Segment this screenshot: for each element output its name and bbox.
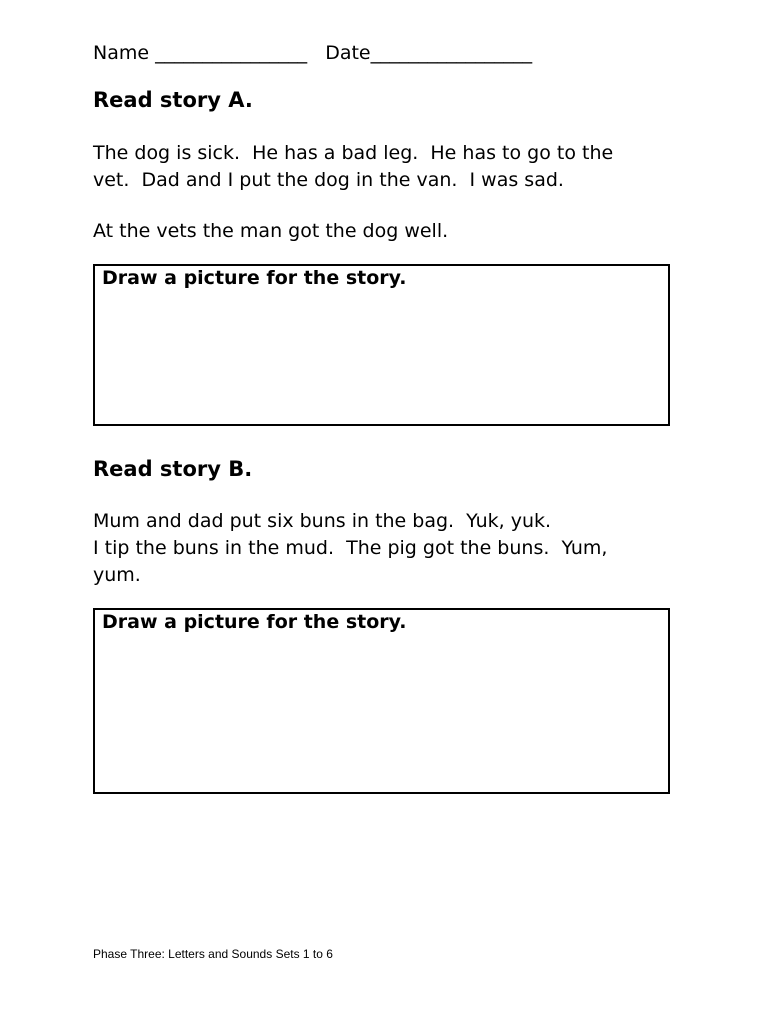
page-footer: Phase Three: Letters and Sounds Sets 1 to 6: [93, 947, 333, 961]
story-a-heading: Read story A.: [93, 88, 253, 112]
story-b-line-2: I tip the buns in the mud. The pig got the buns. Yum,: [93, 537, 608, 559]
story-a-paragraph-2: At the vets the man got the dog well.: [93, 220, 449, 242]
story-b-heading: Read story B.: [93, 457, 253, 481]
story-b-drawing-box[interactable]: [93, 608, 670, 794]
story-a-line-1: The dog is sick. He has a bad leg. He has to go to the: [93, 142, 614, 164]
story-a-drawing-box-label: Draw a picture for the story.: [102, 267, 407, 289]
story-a-line-2: vet. Dad and I put the dog in the van. I was sad.: [93, 169, 564, 191]
story-b-line-1: Mum and dad put six buns in the bag. Yuk, yuk.: [93, 510, 552, 532]
name-date-line: Name ________________ Date_________________: [93, 42, 533, 64]
story-b-drawing-box-label: Draw a picture for the story.: [102, 611, 407, 633]
story-b-line-3: yum.: [93, 564, 141, 586]
story-a-drawing-box[interactable]: [93, 264, 670, 426]
